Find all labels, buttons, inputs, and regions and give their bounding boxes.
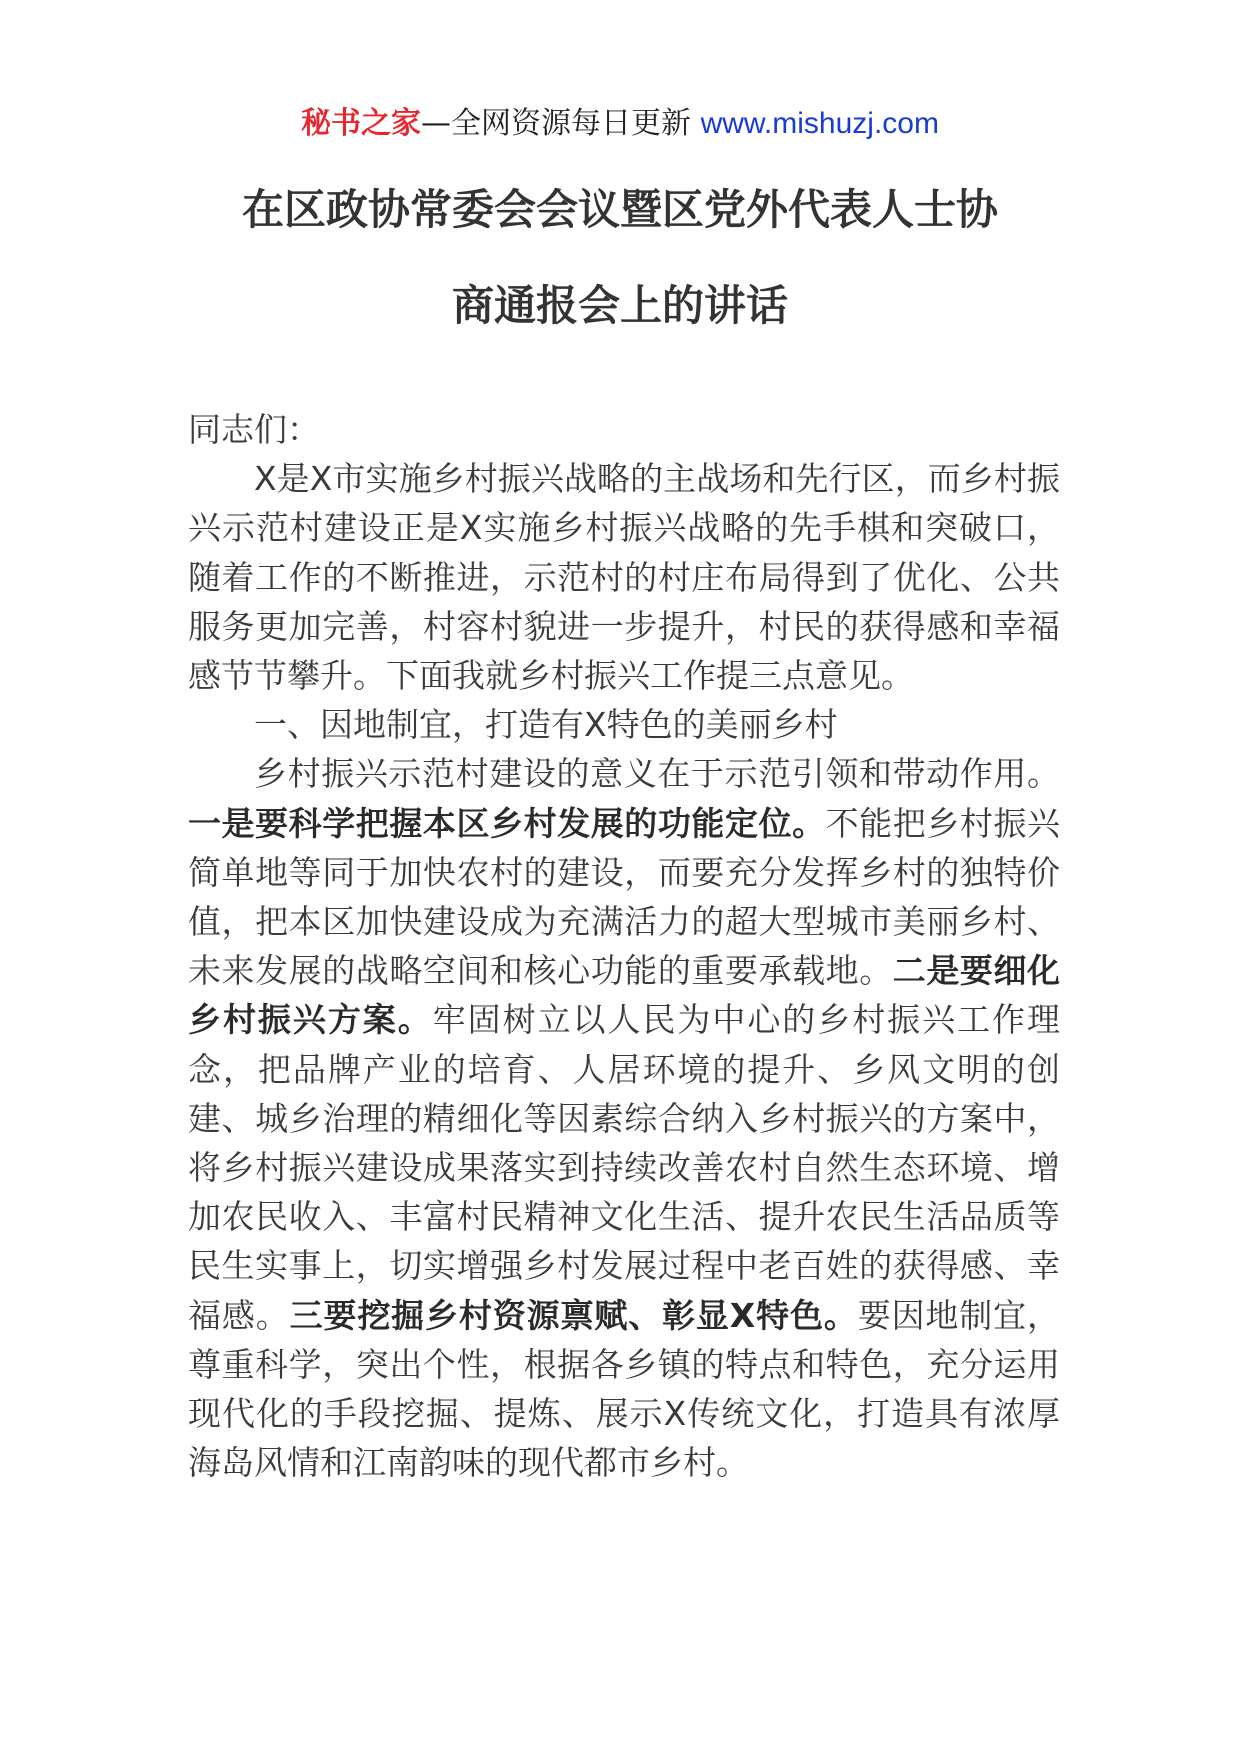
header-tagline: —全网资源每日更新: [421, 106, 692, 141]
site-header: [0, 104, 1240, 144]
bold-point-3: 三要挖掘乡村资源禀赋、彰显X特色。: [289, 1295, 858, 1335]
paragraph-text: 要因地制宜，尊重科学，突出个性，根据各乡镇的特点和特色，充分运用现代化的手段挖掘、提炼、展示X传统文化，打造具有浓厚海岛风情和江南韵味的现代都市乡村。: [188, 1295, 1061, 1483]
document-title-line-1: 在区政协常委会会议暨区党外代表人士协: [241, 185, 998, 234]
paragraph-text: 牢固树立以人民为中心的乡村振兴工作理念，把品牌产业的培育、人居环境的提升、乡风文明的创建、城乡治理的精细化等因素综合纳入乡村振兴的方案中，将乡村振兴建设成果落实到持续改善农村自然生态环境、增加农民收入、丰富村民精神文化生活、提升农民生活品质等民生实事上，切实增强乡村发展过程中老百姓的获得感、幸福感。: [188, 1000, 1061, 1335]
brand-name: 秘书之家: [301, 106, 422, 141]
paragraph-text: 不能把乡村振兴简单地等同于加快农村的建设，而要充分发挥乡村的独特价值，把本区加快建设成为充满活力的超大型城市美丽乡村、未来发展的战略空间和核心功能的重要承载地。: [188, 803, 1061, 991]
site-url[interactable]: www.mishuzj.com: [700, 107, 939, 140]
document-body: [188, 405, 1060, 1487]
salutation: 同志们：: [188, 410, 320, 449]
paragraph-text: 乡村振兴示范村建设的意义在于示范引领和带动作用。: [254, 754, 1060, 794]
bold-point-1: 一是要科学把握本区乡村发展的功能定位。: [188, 803, 826, 843]
section-heading-1: 一、因地制宜，打造有X特色的美丽乡村: [254, 705, 838, 745]
document-title-line-2: 商通报会上的讲话: [451, 281, 788, 330]
paragraph-section-1: [188, 749, 1060, 1487]
paragraph-intro: X是X市实施乡村振兴战略的主战场和先行区，而乡村振兴示范村建设正是X实施乡村振兴战略的先手棋和突破口，随着工作的不断推进，示范村的村庄布局得到了优化、公共服务更加完善，村容村貌进一步提升，村民的获得感和幸福感节节攀升。下面我就乡村振兴工作提三点意见。: [188, 459, 1060, 696]
bold-point-2: 二是要细化乡村振兴方案。: [188, 951, 1061, 1040]
